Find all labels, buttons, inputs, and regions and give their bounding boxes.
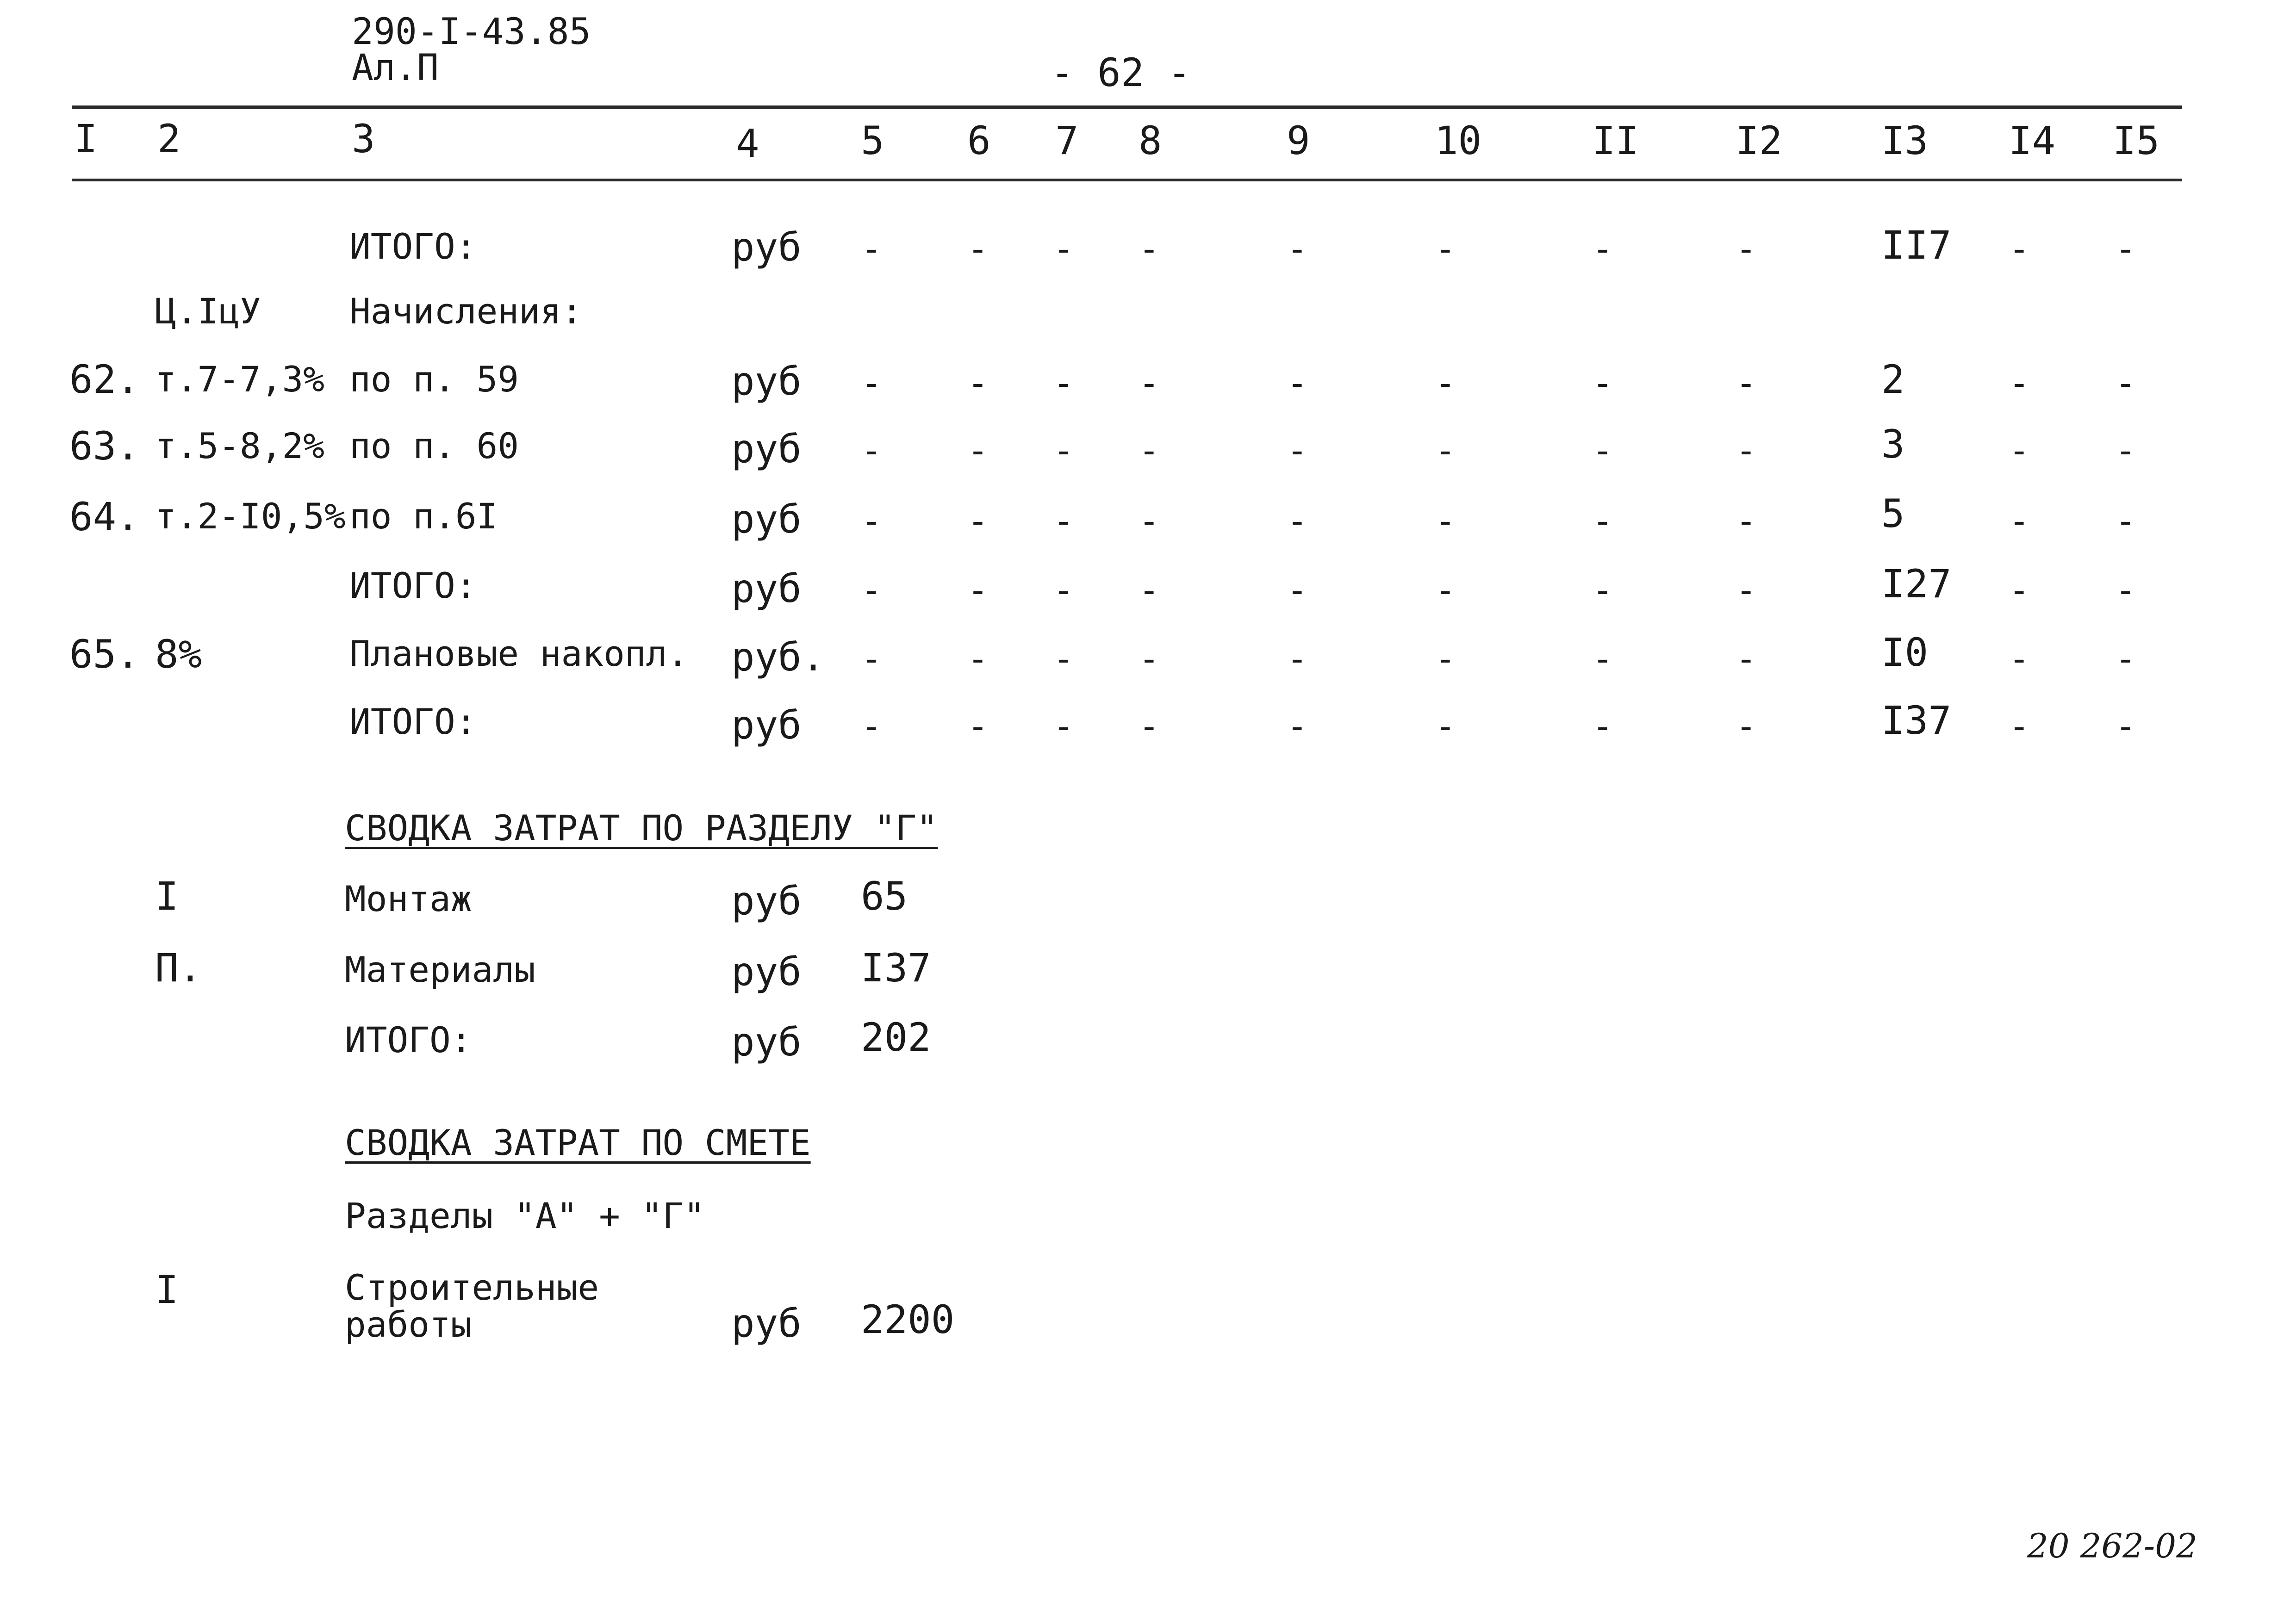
cell-col10: - xyxy=(1435,430,1456,471)
cell-col8: - xyxy=(1139,430,1160,471)
summary-item-name-line1: Строительные xyxy=(345,1267,599,1308)
cell-col15: - xyxy=(2115,362,2136,403)
cell-col14: - xyxy=(2009,430,2030,471)
summary-item-unit: руб xyxy=(731,949,802,994)
row-name: по п. 60 xyxy=(349,425,519,466)
cell-col12: - xyxy=(1736,570,1757,611)
cell-col5: - xyxy=(861,570,882,611)
summary-item-value: 2200 xyxy=(861,1297,955,1342)
summary-item-unit: руб xyxy=(731,1301,802,1346)
column-header-3: 3 xyxy=(352,116,375,161)
cell-col10: - xyxy=(1435,500,1456,541)
cell-col9: - xyxy=(1287,570,1308,611)
cell-col5: - xyxy=(861,638,882,679)
cell-col14: - xyxy=(2009,570,2030,611)
cell-col7: - xyxy=(1053,430,1074,471)
cell-col11: - xyxy=(1592,500,1613,541)
row-name: Начисления: xyxy=(349,291,583,332)
archive-number-mark: 20 262-02 xyxy=(2027,1526,2197,1565)
summary-section-g-title: СВОДКА ЗАТРАТ ПО РАЗДЕЛУ "Г" xyxy=(345,807,938,849)
cell-col15: - xyxy=(2115,706,2136,747)
cell-col6: - xyxy=(967,362,989,403)
cell-col5: - xyxy=(861,228,882,269)
row-name: по п.6I xyxy=(349,496,498,537)
summary-item-unit: руб xyxy=(731,1019,802,1065)
cell-col11: - xyxy=(1592,430,1613,471)
row-number: 63. xyxy=(69,423,140,469)
cell-col15: - xyxy=(2115,570,2136,611)
cell-col7: - xyxy=(1053,362,1074,403)
cell-col9: - xyxy=(1287,638,1308,679)
column-header-6: 6 xyxy=(967,118,991,163)
row-code: т.5-8,2% xyxy=(155,425,325,466)
row-code: т.2-I0,5% xyxy=(155,496,346,537)
cell-col12: - xyxy=(1736,500,1757,541)
cell-col7: - xyxy=(1053,706,1074,747)
cell-col9: - xyxy=(1287,500,1308,541)
row-number: 65. xyxy=(69,632,140,677)
summary-item-name-line2: работы xyxy=(345,1304,472,1345)
cell-col13: II7 xyxy=(1881,223,1952,268)
cell-col10: - xyxy=(1435,638,1456,679)
row-number: 64. xyxy=(69,494,140,539)
cell-col6: - xyxy=(967,228,989,269)
cell-col8: - xyxy=(1139,362,1160,403)
summary-item-number: I xyxy=(155,1267,179,1312)
summary-item-name: Материалы xyxy=(345,949,535,990)
cell-col13: 5 xyxy=(1881,491,1905,536)
cell-col8: - xyxy=(1139,706,1160,747)
summary-item-number: I xyxy=(155,874,179,919)
column-header-5: 5 xyxy=(861,118,884,163)
row-unit: руб xyxy=(731,702,802,748)
row-unit: руб xyxy=(731,224,802,270)
cell-col10: - xyxy=(1435,228,1456,269)
row-unit: руб xyxy=(731,359,802,404)
cell-col12: - xyxy=(1736,228,1757,269)
cell-col8: - xyxy=(1139,228,1160,269)
cell-col11: - xyxy=(1592,638,1613,679)
cell-col10: - xyxy=(1435,362,1456,403)
cell-col9: - xyxy=(1287,706,1308,747)
row-name: Плановые накопл. xyxy=(349,633,689,674)
cell-col15: - xyxy=(2115,430,2136,471)
sheet-label: Ал.П xyxy=(352,47,439,89)
cell-col12: - xyxy=(1736,362,1757,403)
row-unit: руб xyxy=(731,426,802,471)
summary-estimate-title: СВОДКА ЗАТРАТ ПО СМЕТЕ xyxy=(345,1122,811,1163)
summary-estimate-subtitle: Разделы "А" + "Г" xyxy=(345,1195,705,1236)
cell-col5: - xyxy=(861,706,882,747)
cell-col9: - xyxy=(1287,430,1308,471)
column-header-13: I3 xyxy=(1881,118,1929,163)
row-unit: руб. xyxy=(731,634,825,680)
summary-item-value: 202 xyxy=(861,1015,931,1060)
summary-item-unit: руб xyxy=(731,878,802,924)
cell-col14: - xyxy=(2009,638,2030,679)
cell-col15: - xyxy=(2115,638,2136,679)
cell-col13: 3 xyxy=(1881,422,1905,467)
cell-col14: - xyxy=(2009,362,2030,403)
cell-col7: - xyxy=(1053,500,1074,541)
row-unit: руб xyxy=(731,566,802,611)
cell-col14: - xyxy=(2009,706,2030,747)
cell-col12: - xyxy=(1736,706,1757,747)
summary-item-name: Монтаж xyxy=(345,878,472,919)
cell-col8: - xyxy=(1139,638,1160,679)
table-header-rule xyxy=(72,179,2182,181)
cell-col15: - xyxy=(2115,500,2136,541)
cell-col5: - xyxy=(861,362,882,403)
cell-col14: - xyxy=(2009,500,2030,541)
column-header-1: I xyxy=(74,116,98,161)
row-code: т.7-7,3% xyxy=(155,359,325,400)
cell-col5: - xyxy=(861,430,882,471)
row-name: ИТОГО: xyxy=(349,565,477,606)
column-header-15: I5 xyxy=(2113,118,2160,163)
cell-col6: - xyxy=(967,570,989,611)
cell-col6: - xyxy=(967,638,989,679)
summary-item-value: I37 xyxy=(861,945,931,991)
column-header-8: 8 xyxy=(1139,118,1162,163)
cell-col6: - xyxy=(967,430,989,471)
row-name: по п. 59 xyxy=(349,359,519,400)
row-number: 62. xyxy=(69,357,140,402)
cell-col10: - xyxy=(1435,570,1456,611)
cell-col8: - xyxy=(1139,570,1160,611)
cell-col13: I27 xyxy=(1881,561,1952,607)
column-header-12: I2 xyxy=(1736,118,1783,163)
cell-col13: 2 xyxy=(1881,357,1905,402)
cell-col9: - xyxy=(1287,362,1308,403)
cell-col11: - xyxy=(1592,362,1613,403)
cell-col11: - xyxy=(1592,570,1613,611)
cell-col12: - xyxy=(1736,638,1757,679)
cell-col9: - xyxy=(1287,228,1308,269)
summary-item-value: 65 xyxy=(861,874,908,919)
row-name: ИТОГО: xyxy=(349,701,477,742)
cell-col15: - xyxy=(2115,228,2136,269)
cell-col6: - xyxy=(967,500,989,541)
cell-col7: - xyxy=(1053,570,1074,611)
column-header-2: 2 xyxy=(157,116,181,161)
column-header-9: 9 xyxy=(1287,118,1310,163)
row-code: 8% xyxy=(155,632,202,677)
row-unit: руб xyxy=(731,496,802,542)
cell-col10: - xyxy=(1435,706,1456,747)
cell-col14: - xyxy=(2009,228,2030,269)
cell-col7: - xyxy=(1053,638,1074,679)
cell-col12: - xyxy=(1736,430,1757,471)
column-header-10: 10 xyxy=(1435,118,1482,163)
cell-col13: I0 xyxy=(1881,630,1929,675)
cell-col6: - xyxy=(967,706,989,747)
row-name: ИТОГО: xyxy=(349,226,477,267)
cell-col8: - xyxy=(1139,500,1160,541)
cell-col11: - xyxy=(1592,228,1613,269)
cell-col13: I37 xyxy=(1881,698,1952,743)
summary-item-name: ИТОГО: xyxy=(345,1019,472,1060)
column-header-4: 4 xyxy=(736,121,759,166)
document-code: 290-I-43.85 xyxy=(352,11,591,53)
table-top-rule xyxy=(72,105,2182,109)
row-code: Ц.IцУ xyxy=(155,291,261,332)
column-header-14: I4 xyxy=(2009,118,2056,163)
cell-col11: - xyxy=(1592,706,1613,747)
column-header-11: II xyxy=(1592,118,1639,163)
page-number: - 62 - xyxy=(1051,50,1191,95)
column-header-7: 7 xyxy=(1055,118,1079,163)
cell-col5: - xyxy=(861,500,882,541)
summary-item-number: П. xyxy=(155,945,202,991)
cell-col7: - xyxy=(1053,228,1074,269)
